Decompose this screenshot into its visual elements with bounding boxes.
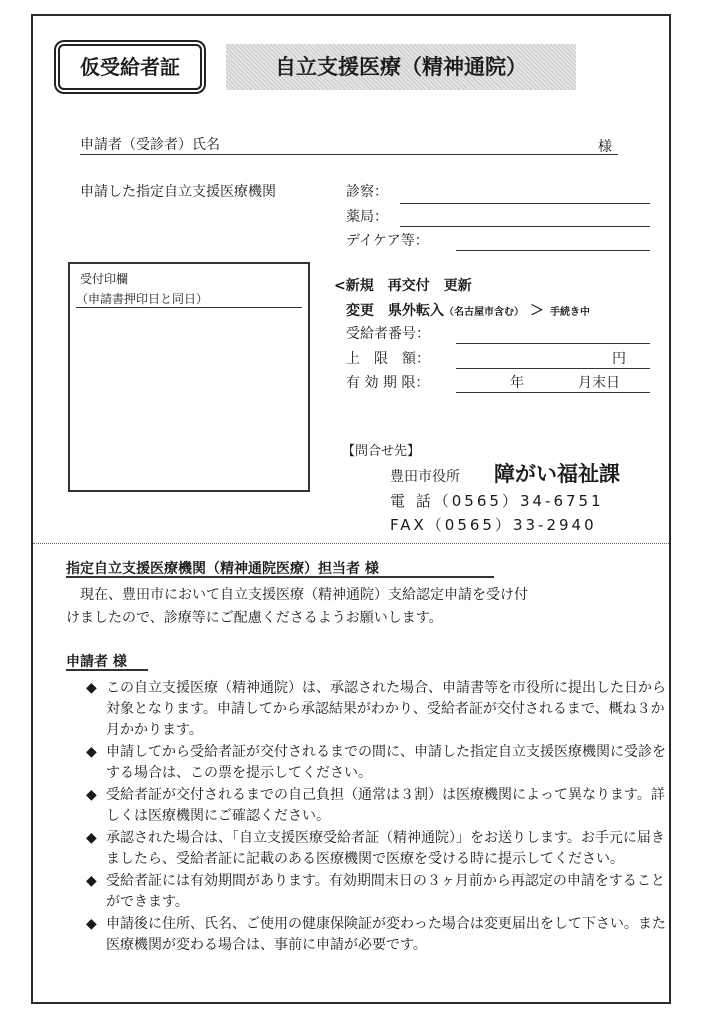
contact-phone: 電 話（0565）34-6751 [390, 492, 604, 510]
expiry-label: 有 効 期 限： [346, 375, 430, 391]
document-title: 自立支援医療（精神通院） [226, 44, 576, 90]
applicant-honorific: 様 [598, 139, 612, 155]
status-nagoya-note: （名古屋市含む） [444, 307, 524, 318]
diamond-bullet-icon: ◆ [86, 680, 97, 696]
limit-amount-unit: 円 [612, 351, 626, 367]
institution-notice-line-1: 現在、豊田市において自立支援医療（精神通院）支給認定申請を受け付 [80, 587, 528, 603]
list-item: ◆ 受給者証には有効期間があります。有効期間末日の３ヶ月前から再認定の申請をすることができます。 [86, 873, 665, 910]
list-item: ◆ 承認された場合は、「自立支援医療受給者証（精神通院）」をお送りします。お手元に届きましたら、受給者証に記載のある医療機関で医療を受ける時に提示してください。 [86, 830, 665, 867]
stamp-box-note: （申請書押印日と同日） [76, 292, 209, 306]
stamp-box-title: 受付印欄 [80, 272, 129, 286]
expiry-month-end: 月末日 [578, 375, 620, 391]
diamond-bullet-icon: ◆ [86, 873, 97, 889]
field-pharmacy-label: 薬局： [346, 209, 388, 225]
provisional-certificate-badge [58, 44, 202, 90]
contact-fax: FAX（0565）33-2940 [390, 516, 597, 534]
status-line-2 [346, 300, 590, 320]
diamond-bullet-icon: ◆ [86, 744, 97, 760]
institution-notice-heading: 指定自立支援医療機関（精神通院医療）担当者 様 [66, 561, 379, 577]
institution-label: 申請した指定自立支援医療機関 [80, 184, 276, 200]
applicant-name-line [80, 154, 618, 155]
field-consultation-line [400, 203, 650, 204]
diamond-bullet-icon: ◆ [86, 830, 97, 846]
field-consultation-label: 診察： [346, 184, 388, 200]
expiry-line [456, 392, 650, 393]
reception-stamp-box [68, 262, 310, 492]
institution-notice-underline [66, 576, 494, 578]
list-item: ◆ 申請してから受給者証が交付されるまでの間に、申請した指定自立支援医療機関に受診をする場合は、この票を提示してください。 [86, 744, 666, 781]
limit-amount-line [456, 368, 650, 369]
applicant-notice-underline [66, 669, 148, 671]
badge-text: 仮受給者証 [80, 55, 180, 79]
stamp-note-underline [76, 307, 302, 308]
list-item: ◆ 申請後に住所、氏名、ご使用の健康保険証が変わった場合は変更届出をして下さい。また医療機関が変わる場合は、事前に申請が必要です。 [86, 916, 666, 953]
field-pharmacy-line [400, 226, 650, 227]
expiry-year: 年 [510, 375, 524, 391]
applicant-notice-heading: 申請者 様 [66, 654, 127, 670]
applicant-notice-list [86, 678, 666, 957]
status-change-transfer: 変更 県外転入 [346, 303, 444, 319]
list-item: ◆ この自立支援医療（精神通院）は、承認された場合、申請書等を市役所に提出した日から対象となります。申請してから承認結果がわかり、受給者証が交付されるまで、概ね３か月かかります。 [86, 680, 666, 738]
limit-amount-label: 上 限 額： [346, 351, 430, 367]
list-item: ◆ 受給者証が交付されるまでの自己負担（通常は３割）は医療機関によって異なります。詳しくは医療機関にご確認ください。 [86, 787, 665, 824]
diamond-bullet-icon: ◆ [86, 916, 97, 932]
applicant-name-label: 申請者（受診者）氏名 [80, 137, 220, 153]
institution-notice-line-2: けましたので、診療等にご配慮くださるようお願いします。 [66, 610, 443, 626]
recipient-number-line [456, 343, 650, 344]
diamond-bullet-icon: ◆ [86, 787, 97, 803]
field-daycare-line [456, 250, 650, 251]
contact-heading: 【問合せ先】 [342, 444, 421, 459]
status-in-progress: 手続き中 [550, 307, 590, 318]
contact-office: 豊田市役所 [390, 469, 460, 485]
status-line-1: <新規 再交付 更新 [334, 278, 472, 294]
status-arrow: ＞ [530, 303, 544, 319]
contact-department: 障がい福祉課 [494, 462, 620, 486]
cut-line-separator [33, 543, 669, 544]
field-daycare-label: デイケア等： [346, 233, 429, 249]
recipient-number-label: 受給者番号： [346, 326, 430, 342]
